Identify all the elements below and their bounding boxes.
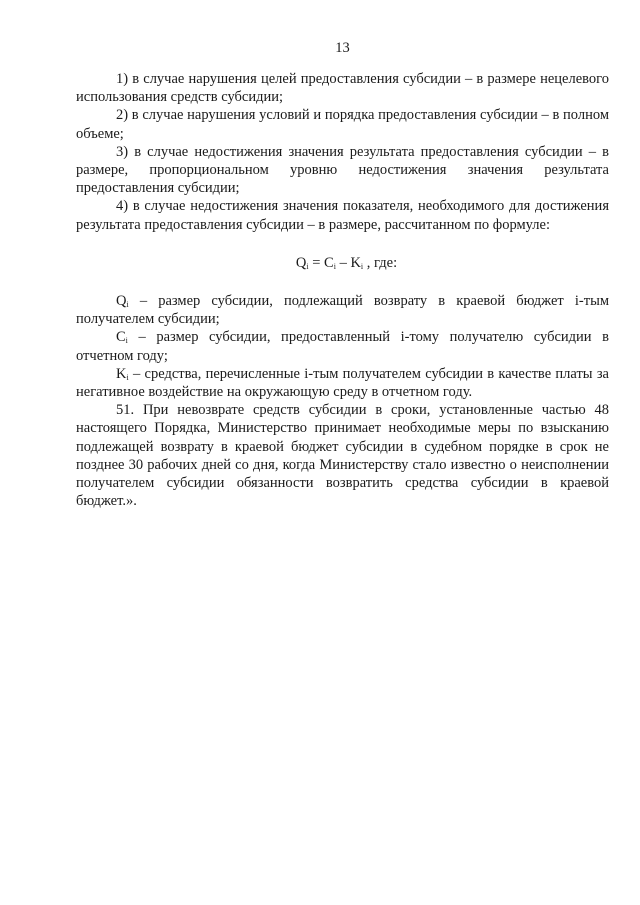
formula-q-subscript: i [306,261,309,271]
definition-q-symbol: Q [116,293,127,310]
definition-k [76,365,609,401]
paragraph-51: 51. При невозврате средств субсидии в сроки, установленные частью 48 настоящего Порядка, Министерство принимает необходимые меры по взысканию подлежащей возврату в краевой бюджет субсидии в судебном порядке в срок не позднее 30 рабочих дней со дня, когда Министерству стало известно о неисполнении получателем субсидии обязанности возвратить средства субсидии в краевой бюджет.». [76,402,609,510]
definition-c-text: – размер субсидии, предоставленный i-тому получателю субсидии в отчетном году; [76,329,609,364]
formula-c-subscript: i [333,261,336,271]
formula-k-subscript: i [360,261,364,271]
definition-k-subscript: i [126,372,129,382]
paragraph-item-3: 3) в случае недостижения значения результата предоставления субсидии – в размере, пропорциональном уровню недостижения значения результата предоставления субсидии; [76,143,609,197]
definition-c [76,328,609,364]
definition-q-text: – размер субсидии, подлежащий возврату в краевой бюджет i-тым получателем субсидии; [76,293,609,328]
formula-eq-c: = C [308,254,334,271]
definition-c-subscript: i [125,336,128,346]
definition-k-text: – средства, перечисленные i-тым получателем субсидии в качестве платы за негативное воздействие на окружающую среду в отчетном году. [76,365,609,401]
page-number: 13 [335,40,350,56]
document-body [76,70,609,510]
formula [76,254,609,272]
formula-tail: , где: [363,254,398,271]
paragraph-item-1: 1) в случае нарушения целей предоставления субсидии – в размере нецелевого использования средств субсидии; [76,71,609,106]
formula-q: Q [295,254,307,271]
definition-k-symbol: K [116,365,127,382]
definition-c-symbol: C [116,329,126,346]
paragraph-item-4: 4) в случае недостижения значения показателя, необходимого для достижения результата предоставления субсидии – в размере, рассчитанном по формуле: [76,198,609,233]
formula-minus-k: – K [335,254,361,271]
paragraph-item-2: 2) в случае нарушения условий и порядка предоставления субсидии – в полном объеме; [76,107,609,142]
definition-q-subscript: i [126,300,129,310]
definition-q [76,292,609,328]
